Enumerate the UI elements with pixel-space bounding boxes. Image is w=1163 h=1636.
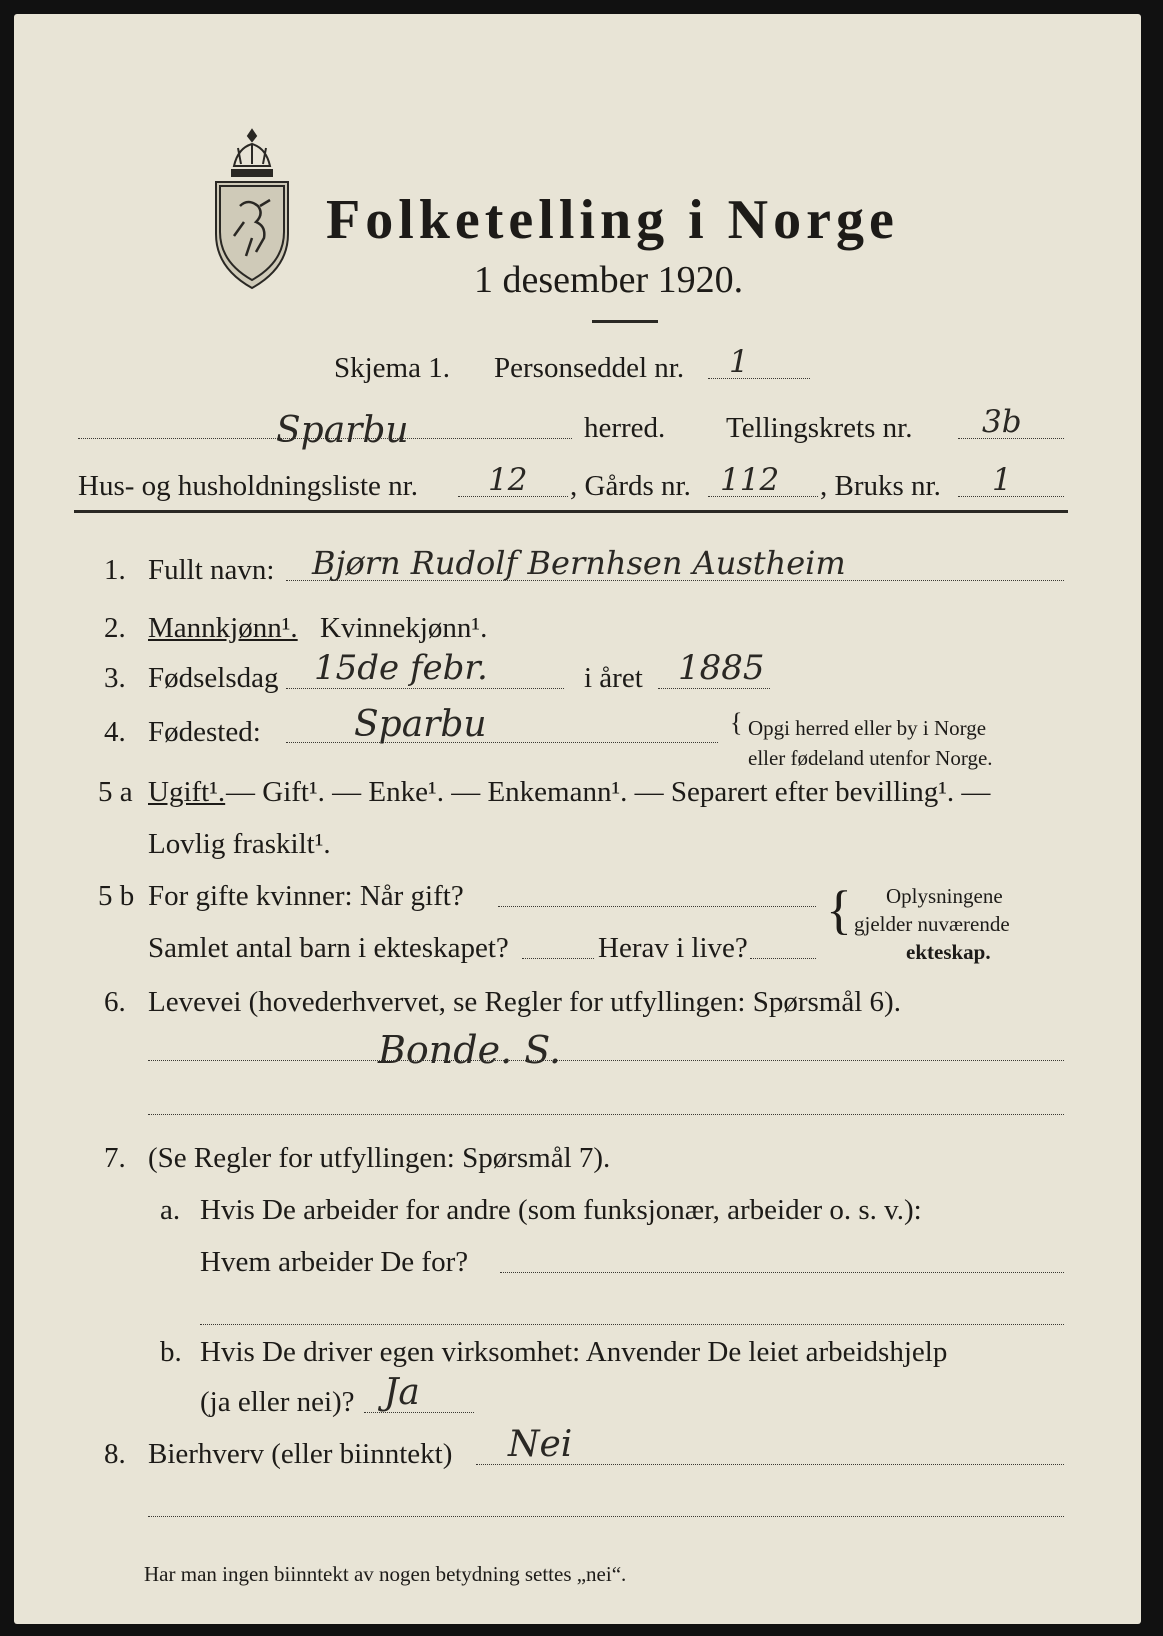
children-label: Samlet antal barn i ekteskapet?	[148, 932, 509, 964]
q8-label: Bierhverv (eller biinntekt)	[148, 1438, 453, 1470]
form-title: Folketelling i Norge	[326, 189, 899, 251]
header-rule	[74, 510, 1068, 513]
q3-label: Fødselsdag	[148, 662, 279, 694]
q7b-letter: b.	[160, 1336, 182, 1368]
q5b-number: 5 b	[98, 880, 135, 912]
bruks-value[interactable]: 1	[992, 462, 1012, 498]
marriage-note-1: Oplysningene	[886, 884, 1003, 908]
q5a-number: 5 a	[98, 776, 133, 808]
marital-options[interactable]: — Gift¹. — Enke¹. — Enkemann¹. — Separert efter bevilling¹. —	[226, 776, 991, 808]
birthday-value[interactable]: 15de febr.	[314, 648, 488, 688]
marriage-note-3: ekteskap.	[906, 940, 991, 964]
hired-help-label: (ja eller nei)?	[200, 1386, 355, 1418]
title-divider	[592, 320, 658, 323]
alive-label: Herav i live?	[598, 932, 748, 964]
fraskilt-option[interactable]: Lovlig fraskilt¹.	[148, 828, 331, 860]
female-option[interactable]: Kvinnekjønn¹.	[320, 612, 488, 644]
skjema-label: Skjema 1.	[334, 352, 450, 384]
census-form: Folketelling i Norge 1 desember 1920. Skjema 1. Personseddel nr. 1 Sparbu herred. Tellingskrets nr. 3b Hus- og husholdningsliste nr. 12 , Gårds nr. 112 , Bruks nr. 1 1. Fullt navn: Bjørn Rudolf Bernhsen Austheim 2. Mannkjønn¹. Kvinnekjønn¹. 3. Fødselsdag 15de febr. i året 1885 4. Fødested: Sparbu { Opgi herred eller by i Norge eller fødeland utenfor Norge. 5 a Ugift¹. — Gift¹. — Enke¹. — Enkemann¹. — Separert efter bevilling¹. — Lovlig fraskilt¹. 5 b For gifte kvinner: Når gift? Samlet antal barn i ekteskapet? Herav i live? { Oplysningene gjelder nuværende ekteskap. 6. Levevei (hovederhvervet, se Regler for utfyllingen: Spørsmål 6). Bonde. S. 7. (Se Regler for utfyllingen: Spørsmål 7). a. Hvis De arbeider for andre (som funksjonær, arbeider o. s. v.): Hvem arbeider De for? b. Hvis De driver egen virksomhet: Anvender De leiet arbeidshjelp (ja eller nei)? Ja 8. Bierhverv (eller biinntekt) Nei Har man ingen biinntekt av nogen betydning settes „nei“.	[14, 14, 1141, 1624]
q6-number: 6.	[104, 986, 126, 1018]
q2-number: 2.	[104, 612, 126, 644]
q7-label: (Se Regler for utfyllingen: Spørsmål 7).	[148, 1142, 611, 1174]
q7b-text: Hvis De driver egen virksomhet: Anvender De leiet arbeidshjelp	[200, 1336, 948, 1368]
q1-label: Fullt navn:	[148, 554, 275, 586]
full-name-value[interactable]: Bjørn Rudolf Bernhsen Austheim	[312, 544, 846, 582]
q4-label: Fødested:	[148, 716, 261, 748]
gards-label: , Gårds nr.	[570, 470, 691, 502]
gards-value[interactable]: 112	[720, 462, 780, 498]
tellingskrets-value[interactable]: 3b	[982, 404, 1022, 440]
when-married-label: For gifte kvinner: Når gift?	[148, 880, 464, 912]
q7a-text: Hvis De arbeider for andre (som funksjonær, arbeider o. s. v.):	[200, 1194, 922, 1226]
q7a-letter: a.	[160, 1194, 181, 1226]
q1-number: 1.	[104, 554, 126, 586]
q6-label: Levevei (hovederhvervet, se Regler for utfyllingen: Spørsmål 6).	[148, 986, 901, 1018]
hus-value[interactable]: 12	[488, 462, 528, 498]
occupation-value[interactable]: Bonde. S.	[378, 1028, 562, 1072]
hus-label: Hus- og husholdningsliste nr.	[78, 470, 418, 502]
herred-label: herred.	[584, 412, 666, 444]
birth-year-value[interactable]: 1885	[678, 648, 765, 688]
side-income-value[interactable]: Nei	[508, 1424, 573, 1465]
tellingskrets-label: Tellingskrets nr.	[726, 412, 913, 444]
q4-number: 4.	[104, 716, 126, 748]
birthplace-note-2: eller fødeland utenfor Norge.	[748, 746, 993, 770]
coat-of-arms-icon	[204, 126, 300, 294]
ugift-option[interactable]: Ugift¹.	[148, 776, 226, 808]
hired-help-value[interactable]: Ja	[384, 1372, 420, 1413]
personseddel-value[interactable]: 1	[729, 344, 749, 380]
q7-number: 7.	[104, 1142, 126, 1174]
male-option[interactable]: Mannkjønn¹.	[148, 612, 298, 644]
q8-number: 8.	[104, 1438, 126, 1470]
year-label: i året	[584, 662, 643, 694]
footer-note: Har man ingen biinntekt av nogen betydning settes „nei“.	[144, 1562, 627, 1586]
census-date: 1 desember 1920.	[474, 259, 744, 301]
birthplace-value[interactable]: Sparbu	[354, 704, 487, 745]
marriage-note-2: gjelder nuværende	[854, 912, 1010, 936]
herred-value[interactable]: Sparbu	[276, 410, 409, 451]
birthplace-note-1: Opgi herred eller by i Norge	[748, 716, 987, 740]
employer-label: Hvem arbeider De for?	[200, 1246, 469, 1278]
bruks-label: , Bruks nr.	[820, 470, 941, 502]
personseddel-label: Personseddel nr.	[494, 352, 685, 384]
q3-number: 3.	[104, 662, 126, 694]
